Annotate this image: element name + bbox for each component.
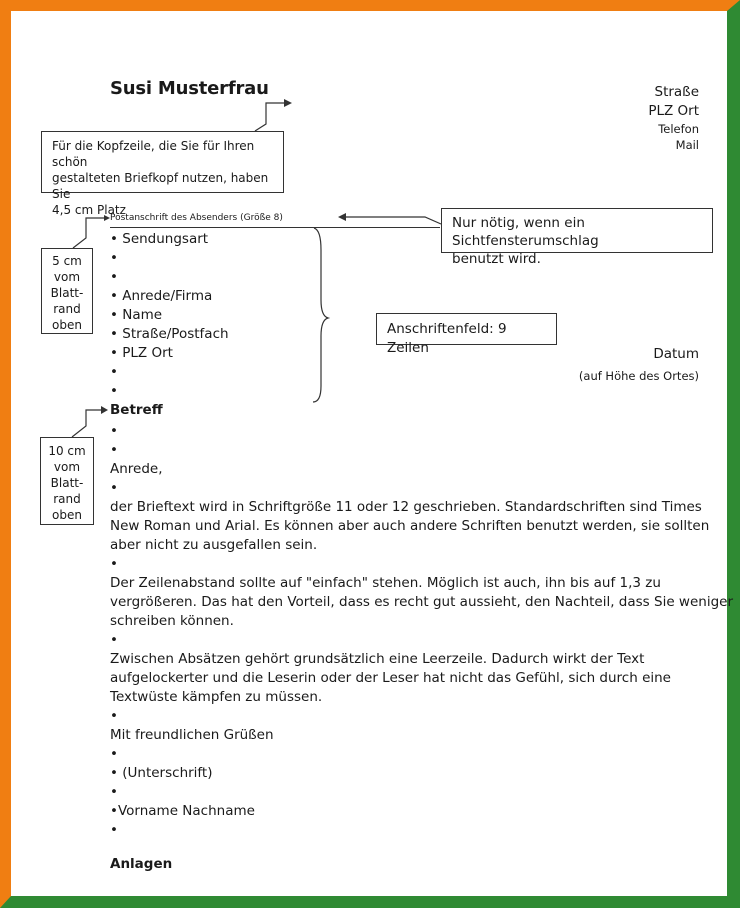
address-field-note: Anschriftenfeld: 9 Zeilen: [376, 313, 557, 345]
address-line: •: [110, 383, 118, 399]
subject: Betreff: [110, 402, 163, 418]
body-line: Anrede,: [110, 461, 163, 477]
body-line: schreiben können.: [110, 613, 234, 629]
address-line: • Straße/Postfach: [110, 326, 229, 342]
body-line: aber nicht zu ausgefallen sein.: [110, 537, 318, 553]
address-city: PLZ Ort: [648, 103, 699, 119]
window-arrow-line: [345, 217, 441, 224]
ten-cm-line: Blatt-: [50, 476, 84, 490]
body-line: •: [110, 746, 118, 762]
ten-cm-line: oben: [52, 508, 82, 522]
address-field-brace: [313, 228, 328, 402]
body-line: •: [110, 708, 118, 724]
address-phone: Telefon: [658, 122, 699, 136]
date-note: (auf Höhe des Ortes): [578, 369, 699, 383]
ten-cm-line: vom: [53, 460, 81, 474]
address-line: • PLZ Ort: [110, 345, 173, 361]
sender-name: Susi Musterfrau: [110, 78, 269, 99]
body-line: Mit freundlichen Grüßen: [110, 727, 274, 743]
five-cm-line: vom: [53, 270, 81, 284]
body-line: •: [110, 480, 118, 496]
body-line: •: [110, 784, 118, 800]
date-label: Datum: [653, 346, 699, 362]
body-line: •: [110, 556, 118, 572]
five-cm-line: rand: [53, 302, 81, 316]
window-note-line: Nur nötig, wenn ein Sichtfensterumschlag: [452, 215, 599, 249]
body-line: New Roman und Arial. Es können aber auch andere Schriften benutzt werden, sie sollten: [110, 518, 710, 534]
five-cm-arrow-line: [73, 218, 104, 248]
body-line: •Vorname Nachname: [110, 803, 255, 819]
header-note-line: 4,5 cm Platz: [52, 203, 126, 217]
return-address-label: Postanschrift des Absenders (Größe 8): [110, 213, 283, 223]
body-line: •: [110, 442, 118, 458]
address-line: •: [110, 250, 118, 266]
five-cm-line: oben: [52, 318, 82, 332]
address-line: • Sendungsart: [110, 231, 209, 247]
address-line: •: [110, 269, 118, 285]
window-note-line: benutzt wird.: [452, 251, 541, 267]
header-note-line: gestalteten Briefkopf nutzen, haben Sie: [52, 171, 269, 201]
five-cm-line: 5 cm: [52, 254, 82, 268]
address-street: Straße: [654, 84, 699, 100]
body-line: Zwischen Absätzen gehört grundsätzlich eine Leerzeile. Dadurch wirkt der Text: [110, 651, 645, 667]
address-line: • Name: [110, 307, 163, 323]
body-line: vergrößeren. Das hat den Vorteil, dass es recht gut aussieht, den Nachteil, dass Sie weniger: [110, 594, 734, 610]
body-line: •: [110, 632, 118, 648]
address-line: •: [110, 364, 118, 380]
body-line: •: [110, 822, 118, 838]
attachments-label: Anlagen: [110, 856, 173, 872]
header-arrow-line: [255, 103, 284, 131]
ten-cm-arrow-head: [101, 406, 108, 414]
ten-cm-line: 10 cm: [48, 444, 86, 458]
body-line: Textwüste kämpfen zu müssen.: [110, 689, 323, 705]
header-arrow-head: [284, 99, 292, 107]
window-arrow-head: [338, 213, 346, 221]
header-note-line: Für die Kopfzeile, die Sie für Ihren schön: [52, 139, 255, 169]
body-line: der Brieftext wird in Schriftgröße 11 oder 12 geschrieben. Standardschriften sind Times: [110, 499, 702, 515]
body-line: Der Zeilenabstand sollte auf "einfach" stehen. Möglich ist auch, ihn bis auf 1,3 zu: [110, 575, 661, 591]
body-line: •: [110, 423, 118, 439]
five-cm-arrow-head: [104, 215, 110, 221]
address-line: • Anrede/Firma: [110, 288, 213, 304]
five-cm-line: Blatt-: [50, 286, 84, 300]
body-line: aufgelockerter und die Leserin oder der Leser hat nicht das Gefühl, sich durch eine: [110, 670, 671, 686]
ten-cm-line: rand: [53, 492, 81, 506]
address-mail: Mail: [675, 138, 699, 152]
body-line: • (Unterschrift): [110, 765, 213, 781]
ten-cm-arrow-line: [72, 410, 102, 437]
